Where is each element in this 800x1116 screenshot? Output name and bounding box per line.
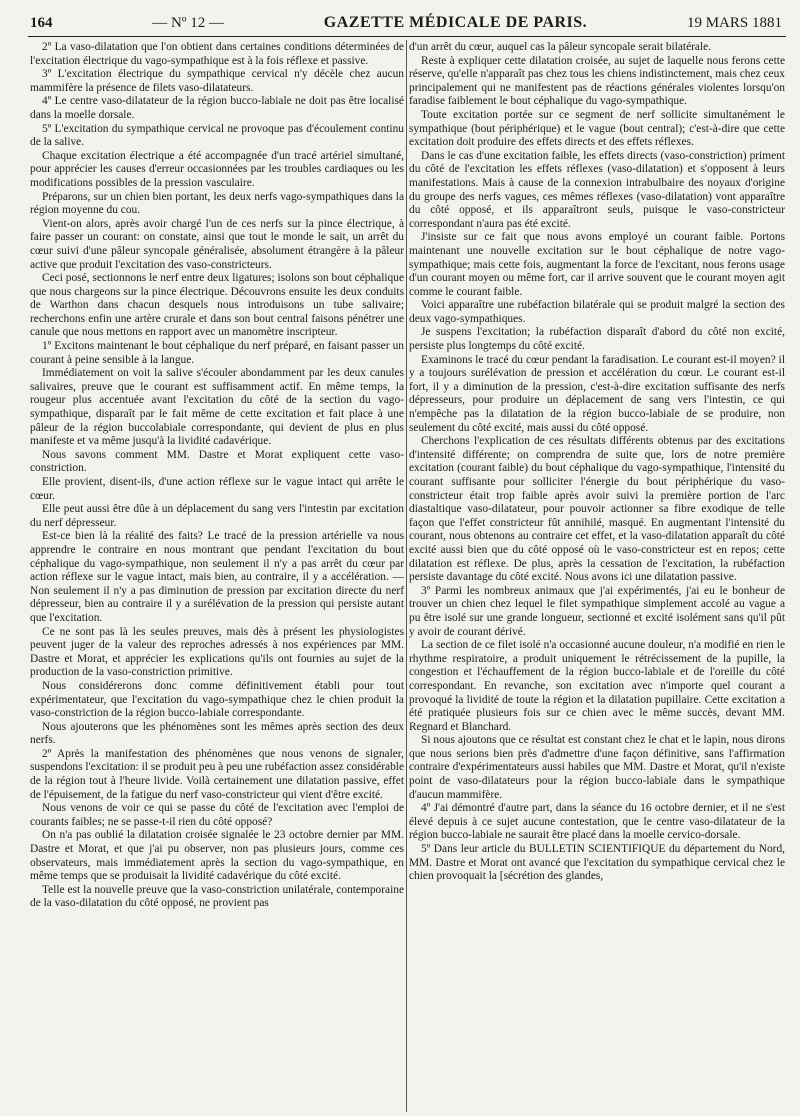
column-divider xyxy=(406,40,407,1112)
paragraph: Immédiatement on voit la salive s'écouler abondamment par les deux canules salivaires, preuve que le courant est suffisamment actif. En même temps, la rougeur plus accentuée avant l'excitation du côté de la section du vago-sympathique, disparaît par le fait même de cette excitation et fait place à une pâleur de la région buccolabiale correspondante, qui devient de plus en plus manifeste et va même jusqu'à la lividité cadavérique. xyxy=(30,367,404,448)
paragraph: J'insiste sur ce fait que nous avons employé un courant faible. Portons maintenant une nouvelle excitation sur le bout céphalique de notre vago-sympathique; mais cette fois, augmentant la force de l'excitant, nous ferons usage d'un courant moyen ou même fort, car il arrive souvent que le courant moyen agit comme le courant faible. xyxy=(409,231,785,298)
paragraph: 3º L'excitation électrique du sympathique cervical n'y décèle chez aucun mammifère la présence de filets vaso-dilatateurs. xyxy=(30,68,404,94)
paragraph: Ce ne sont pas là les seules preuves, mais dès à présent les physiologistes peuvent juger de la valeur des reproches adressés à nos expériences par MM. Dastre et Morat, et apprécier les explications qu'ils ont fournies au sujet de la production de la vaso-constriction primitive. xyxy=(30,625,404,679)
paragraph: Telle est la nouvelle preuve que la vaso-constriction unilatérale, contemporaine de la vaso-dilatation du côté opposé, ne provient pas xyxy=(30,883,404,910)
paragraph: On n'a pas oublié la dilatation croisée signalée le 23 octobre dernier par MM. Dastre et Morat, et que j'ai pu observer, non pas plusieurs jours, comme ces observateurs, mais immédiatement après la section du vago-sympathique, en même temps que se produisait la lividité cadavérique du côté excité. xyxy=(30,829,404,883)
paragraph: Je suspens l'excitation; la rubéfaction disparaît d'abord du côté non excité, persiste plus longtemps du côté excité. xyxy=(409,326,785,353)
paragraph: Dans le cas d'une excitation faible, les effets directs (vaso-constriction) priment du côté de l'excitation les effets réflexes (vaso-dilatation) et s'opposent à leurs manifestations. Mais à cause de la connexion intrabulbaire des noyaux d'origine du groupe des nerfs vagues, ces mêmes réflexes (vaso-dilatation) vont apparaître du côté opposé, et ils apparaîtront seuls, puisque le vaso-constricteur correspondant n'aura pas été excité. xyxy=(409,149,785,230)
page-header xyxy=(30,14,782,36)
paragraph: d'un arrêt du cœur, auquel cas la pâleur syncopale serait bilatérale. xyxy=(409,41,712,53)
paragraph: Elle peut aussi être dûe à un déplacement du sang vers l'intestin par excitation du nerf dépresseur. xyxy=(30,503,404,529)
right-column xyxy=(409,41,785,1111)
paragraph: Examinons le tracé du cœur pendant la faradisation. Le courant est-il moyen? il y a toujours surélévation de pression et accélération du cœur. Le courant est-il fort, il y a diminution de la pression, c'est-à-dire excitation suffisante des nerfs dépresseurs, pour produire un déplacement de sang vers l'intestin, ce qui n'empêche pas la dilatation de la région bucco-labiale de se produire, non seulement du côté excité, mais aussi du côté opposé. xyxy=(409,353,785,434)
paragraph: La section de ce filet isolé n'a occasionné aucune douleur, n'a modifié en rien le rhythme respiratoire, a produit uniquement le rétrécissement de la pupille, la congestion et l'échauffement de la région bucco-labiale et de l'oreille du côté correspondant. En revanche, son excitation avec n'importe quel courant a provoqué la lividité de toute la région et la dilatation pupillaire. Cette excitation a été pratiquée plusieurs fois sur ce chien avec le même succès, devant MM. Regnard et Blanchard. xyxy=(409,639,785,733)
paragraph: Cherchons l'explication de ces résultats différents obtenus par des excitations d'intensité différente; on comprendra de suite que, lors de notre première excitation (courant faible) du bout céphalique du vago-sympathique, l'intensité du courant suffisante pour solliciter l'énergie du bout périphérique du vaso-constricteur était trop faible après avoir suivi la première portion de l'arc diastaltique vaso-dilatateur, pour pouvoir actionner sa fibre exodique de telle façon que l'effet constricteur fût annihilé, masqué. En augmentant l'intensité du courant, nous obtenons au contraire cet effet, et la vaso-dilatation apparaît du côté excité aussi bien que du côté opposé où le vaso-constricteur est en repos; cette dilatation est réflexe. De plus, après la cessation de l'excitation, la rubéfaction persiste davantage du côté excité. Nous avons ici une dilatation passive. xyxy=(409,435,785,584)
paragraph: 4º J'ai démontré d'autre part, dans la séance du 16 octobre dernier, et il ne s'est élevé depuis à ce sujet aucune contestation, que le centre vaso-dilatateur de la région bucco-labiale ne saurait être placé dans la moelle cervico-dorsale. xyxy=(409,802,785,842)
paragraph: Toute excitation portée sur ce segment de nerf sollicite simultanément le sympathique (bout périphérique) et le vague (bout central); c'est-à-dire que cette excitation doit produire des effets directs et des effets réflexes. xyxy=(409,108,785,149)
paragraph: 4º Le centre vaso-dilatateur de la région bucco-labiale ne doit pas être localisé dans la moelle dorsale. xyxy=(30,95,404,121)
left-column xyxy=(30,41,404,1111)
paragraph: Chaque excitation électrique a été accompagnée d'un tracé artériel simultané, pour apprécier les causes d'erreur occasionnées par les troubles cardiaques ou les modifications possibles de la pression vasculaire. xyxy=(30,149,404,189)
paragraph: Nous considérerons donc comme définitivement établi pour tout expérimentateur, que l'excitation du vago-sympathique chez le chien produit la vaso-constriction de la région bucco-labiale correspondante. xyxy=(30,679,404,720)
issue-date: 19 MARS 1881 xyxy=(686,15,782,31)
paragraph: Est-ce bien là la réalité des faits? Le tracé de la pression artérielle va nous apprendre le contraire en nous montrant que pendant l'excitation du bout céphalique du vago-sympathique, non seulement il n'y a pas arrêt du cœur par action réflexe sur le vague intact, mais bien, au contraire, il y a accélération. — Non seulement il n'y a pas diminution de pression par excitation directe du nerf dépresseur, bien au contraire il y a surélévation de la pression qui persiste autant que l'excitation. xyxy=(30,530,404,624)
paragraph: 2º La vaso-dilatation que l'on obtient dans certaines conditions déterminées de l'excitation électrique du vago-sympathique est à la fois réflexe et passive. xyxy=(30,41,404,67)
page-number: 164 xyxy=(30,15,53,31)
paragraph: Vient-on alors, après avoir chargé l'un de ces nerfs sur la pince électrique, à faire passer un courant: on constate, ainsi que tout le monde le sait, un arrêt du cœur suivi d'une pâleur syncopale généralisée, absolument étrangère à la pâleur active que produit l'excitation des vaso-constricteurs. xyxy=(30,217,404,271)
header-rule xyxy=(28,36,786,37)
journal-title: GAZETTE MÉDICALE DE PARIS. xyxy=(323,14,588,31)
paragraph: Reste à expliquer cette dilatation croisée, au sujet de laquelle nous ferons cette réserve, qu'elle n'apparaît pas chez tous les chiens indistinctement, mais chez ceux principalement qui ne manifestent pas de réactions générales violentes lorsqu'on faradise faiblement le bout céphalique du vago-sympathique. xyxy=(409,54,785,108)
paragraph: Nous ajouterons que les phénomènes sont les mêmes après section des deux nerfs. xyxy=(30,720,404,747)
issue-number: — Nº 12 — xyxy=(152,15,224,31)
paragraph: 1º Excitons maintenant le bout céphalique du nerf préparé, en faisant passer un courant à peine sensible à la langue. xyxy=(30,340,404,366)
paragraph: 5º L'excitation du sympathique cervical ne provoque pas d'écoulement continu de la salive. xyxy=(30,122,404,149)
paragraph: Voici apparaître une rubéfaction bilatérale qui se produit malgré la section des deux vago-sympathiques. xyxy=(409,299,785,325)
paragraph: Si nous ajoutons que ce résultat est constant chez le chat et le lapin, nous dirons que nous serions bien près d'admettre d'une façon définitive, sans l'affirmation contraire d'expérimentateurs aussi habiles que MM. Dastre et Morat, qu'il n'existe point de vaso-dilatateurs pour la région bucco-labiale dans le sympathique d'aucun mammifère. xyxy=(409,734,785,801)
paragraph: 2º Après la manifestation des phénomènes que nous venons de signaler, suspendons l'excitation: il se produit peu à peu une rubéfaction assez considérable de la région tout à l'heure livide. Voilà certainement une dilatation passive, effet de l'épuisement, de la fatigue du nerf vaso-constricteur qui vient d'être excité. xyxy=(30,747,404,801)
paragraph: 5º Dans leur article du BULLETIN SCIENTIFIQUE du département du Nord, MM. Dastre et Morat ont avancé que l'excitation du sympathique cervical chez le chien provoquait la [sécrétion des glandes, xyxy=(409,843,785,883)
paragraph: 3º Parmi les nombreux animaux que j'ai expérimentés, j'ai eu le bonheur de trouver un chien chez lequel le filet sympathique simplement accolé au vague a pu être isolé sur une grande longueur, sectionné et excité isolément sans qu'il pût y avoir de courant dérivé. xyxy=(409,584,785,638)
paragraph: Nous savons comment MM. Dastre et Morat expliquent cette vaso-constriction. xyxy=(30,448,404,475)
paragraph: Elle provient, disent-ils, d'une action réflexe sur le vague intact qui arrête le cœur. xyxy=(30,476,404,502)
paragraph: Nous venons de voir ce qui se passe du côté de l'excitation avec l'emploi de courants faibles; ne se passe-t-il rien du côté opposé? xyxy=(30,802,404,828)
paragraph: Ceci posé, sectionnons le nerf entre deux ligatures; isolons son bout céphalique que nous chargeons sur la pince électrique. Découvrons ensuite les deux conduits de Warthon dans chacun desquels nous introduisons un tube salivaire; recherchons enfin une artère crurale et dans son bout central faisons pénétrer une canule que nous mettons en rapport avec un manomètre inscripteur. xyxy=(30,272,404,339)
paragraph: Préparons, sur un chien bien portant, les deux nerfs vago-sympathiques dans la région moyenne du cou. xyxy=(30,190,404,217)
